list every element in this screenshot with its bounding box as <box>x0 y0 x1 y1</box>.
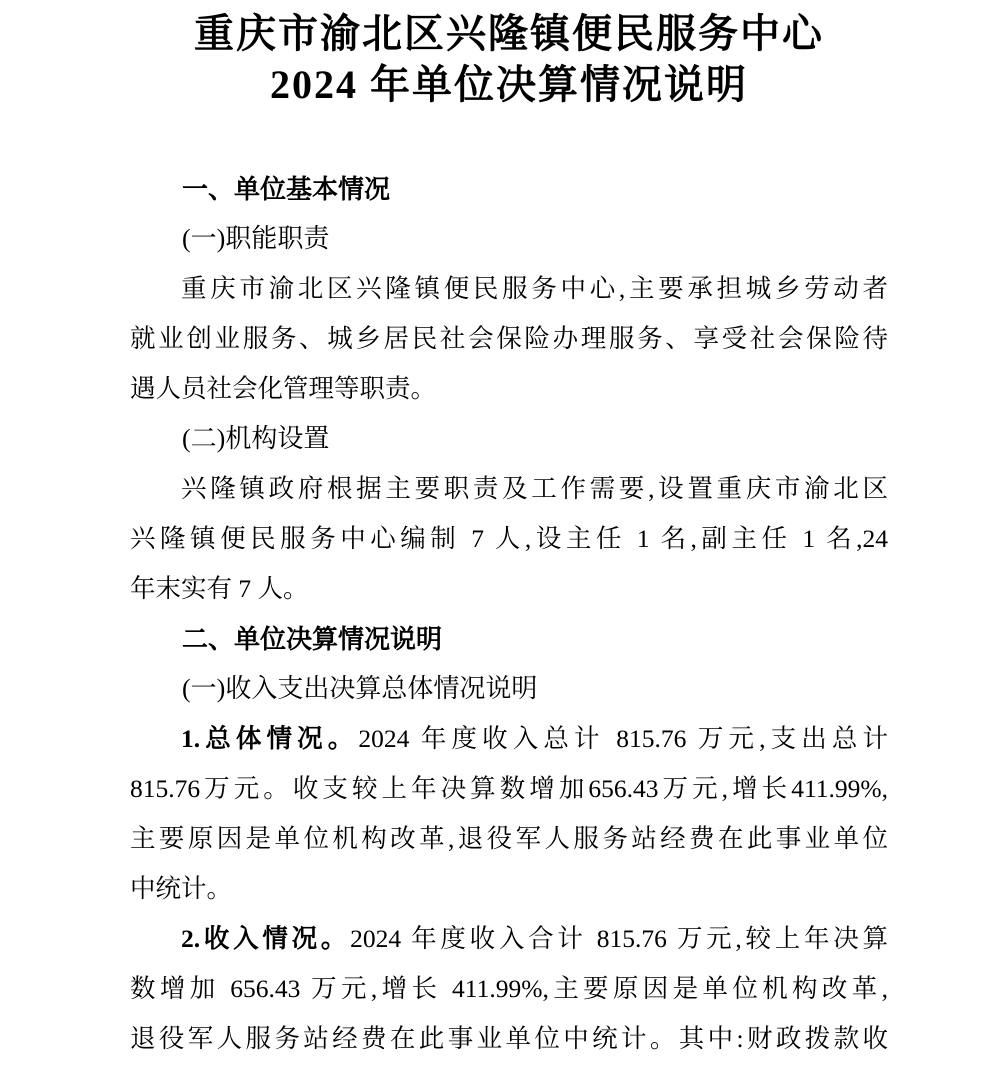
text-line <box>130 614 888 664</box>
text-segment: 重庆市渝北区兴隆镇便民服务中心,主要承担城乡劳动者 <box>181 274 888 303</box>
text-line <box>130 714 888 764</box>
title-line-2: 2024 年单位决算情况说明 <box>270 62 748 107</box>
text-line <box>130 814 888 864</box>
text-segment: 兴隆镇便民服务中心编制 7 人,设主任 1 名,副主任 1 名,24 <box>130 524 888 553</box>
text-line <box>130 364 888 414</box>
text-line <box>130 764 888 814</box>
text-segment: 数增加 656.43 万元,增长 411.99%,主要原因是单位机构改革, <box>130 974 888 1003</box>
text-segment: 主要原因是单位机构改革,退役军人服务站经费在此事业单位 <box>130 824 888 853</box>
text-segment: (一)收入支出决算总体情况说明 <box>182 674 538 703</box>
text-line <box>130 864 888 914</box>
text-line <box>130 664 888 714</box>
text-segment: 2024 年度收入总计 815.76 万元,支出总计 <box>358 724 888 753</box>
title-line-1: 重庆市渝北区兴隆镇便民服务中心 <box>194 11 824 56</box>
text-line <box>130 1014 888 1064</box>
text-segment: 一、单位基本情况 <box>182 174 391 204</box>
text-segment: 就业创业服务、城乡居民社会保险办理服务、享受社会保险待 <box>130 324 888 353</box>
text-segment: 2.收入情况。 <box>181 924 351 953</box>
text-line <box>130 514 888 564</box>
text-segment: 退役军人服务站经费在此事业单位中统计。其中:财政拨款收 <box>130 1024 888 1053</box>
text-line <box>130 464 888 514</box>
text-segment: (二)机构设置 <box>182 424 330 453</box>
text-segment: (一)职能职责 <box>182 224 330 253</box>
text-segment: 年末实有 7 人。 <box>130 574 309 603</box>
text-line <box>130 414 888 464</box>
text-line <box>130 264 888 314</box>
text-line <box>130 564 888 614</box>
text-segment: 815.76万元。收支较上年决算数增加656.43万元,增长411.99%, <box>130 774 888 803</box>
text-line <box>130 164 888 214</box>
document-lines <box>130 164 888 1064</box>
text-segment: 中统计。 <box>130 874 233 903</box>
text-line <box>130 964 888 1014</box>
text-segment: 2024 年度收入合计 815.76 万元,较上年决算 <box>350 924 888 953</box>
text-segment: 兴隆镇政府根据主要职责及工作需要,设置重庆市渝北区 <box>181 474 888 503</box>
text-segment: 二、单位决算情况说明 <box>182 624 443 654</box>
document-title <box>130 8 888 110</box>
text-line <box>130 914 888 964</box>
text-segment: 1.总体情况。 <box>181 724 359 753</box>
text-line <box>130 214 888 264</box>
text-segment: 遇人员社会化管理等职责。 <box>130 374 437 403</box>
text-line <box>130 314 888 364</box>
